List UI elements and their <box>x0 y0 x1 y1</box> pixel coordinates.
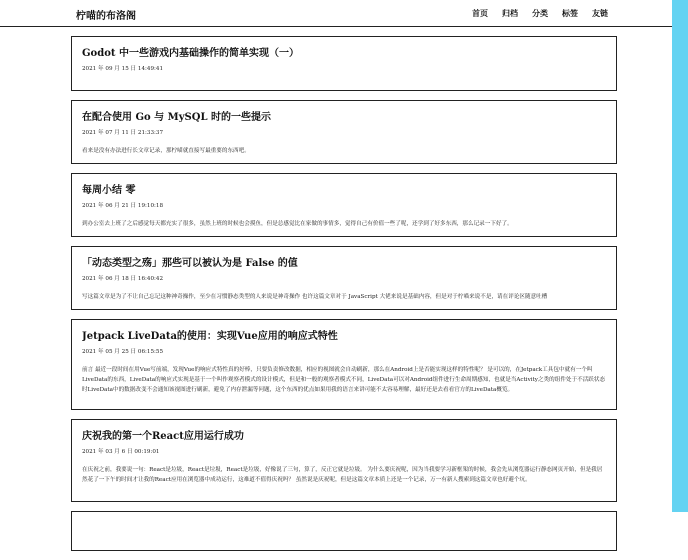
nav-home[interactable]: 首页 <box>472 8 488 18</box>
post-date: 2021 年 09 月 15 日 14:49:41 <box>82 66 164 72</box>
post-card[interactable] <box>71 246 617 310</box>
post-excerpt: 看来是没有办法进行长文章记录，那柠喵就直接写最重要的东西吧。 <box>82 148 250 154</box>
post-title[interactable]: 每周小结 零 <box>82 185 136 196</box>
post-card[interactable] <box>71 36 617 91</box>
post-title[interactable]: Jetpack LiveData的使用：实现Vue应用的响应式特性 <box>82 331 338 342</box>
post-title[interactable]: 「动态类型之殇」那些可以被认为是 False 的值 <box>82 258 298 269</box>
nav-friends[interactable]: 友链 <box>592 8 608 18</box>
nav-tags[interactable]: 标签 <box>562 8 578 18</box>
post-excerpt: 在庆祝之前，我要说一句：React是垃圾，React是垃圾，React是垃圾，好像说了三句，算了，反正它就是垃圾。 为什么要庆祝呢，因为当我要学习新框架的时候，我会先从浏览器运行静态网页开始，但是我居然花了一下午的时间才让我的React应用在浏览器中成功运行，这难道不值得庆祝吗？ 虽然说是庆祝呢，但是这篇文章本质上还是一个记录，万一有新人搜索到这篇文章也好避个坑。 <box>82 467 603 483</box>
post-card[interactable] <box>71 319 617 410</box>
post-excerpt: 前言 最近一段时间在用Vue写前端，发现Vue的响应式特性真的好棒，只要负责修改数据，相应的视图就会自动刷新，那么在Android上是否能实现这样的特性呢？ 是可以的，在Jetpack工具包中就有一个叫LiveData的东西，LiveData的响应式实现是基于一个叫作观察者模式的设计模式，但是和一般的观察者模式不同，LiveData可以对Android组件进行生命周期感知，也就是当Activity之类的组件处于不活跃状态时LiveData中的数据改变不会通知该视图进行刷新，避免了内存泄漏等问题，这个东西的优点如果用我的语言来讲可能不太容易理解，最好还是去看看官方的LiveData概览。 <box>82 367 606 393</box>
post-excerpt: 到办公室去上班了之后感觉每天都充实了很多，虽然上班的时候也会摸鱼，但是总感觉比在家做的事情多，觉得自己有价值一些了呢，还学到了好多东西，那么记录一下好了。 <box>82 221 513 227</box>
post-date: 2021 年 05 月 25 日 06:15:55 <box>82 349 164 355</box>
nav-archive[interactable]: 归档 <box>502 8 518 18</box>
nav-bar <box>472 8 608 19</box>
post-title[interactable]: 庆祝我的第一个React应用运行成功 <box>82 431 244 442</box>
post-date: 2021 年 07 月 11 日 21:33:37 <box>82 130 164 136</box>
post-title[interactable]: Godot 中一些游戏内基础操作的简单实现（一） <box>82 48 299 59</box>
post-date: 2021 年 06 月 21 日 19:10:18 <box>82 203 164 209</box>
post-date: 2021 年 03 月 6 日 00:19:01 <box>82 449 160 455</box>
nav-categories[interactable]: 分类 <box>532 8 548 18</box>
site-header <box>0 0 672 27</box>
post-card[interactable] <box>71 419 617 502</box>
post-list <box>71 36 617 560</box>
post-card[interactable] <box>71 511 617 551</box>
site-title[interactable]: 柠喵的布洛阁 <box>76 11 136 22</box>
post-card[interactable] <box>71 100 617 164</box>
post-title[interactable]: 在配合使用 Go 与 MySQL 时的一些提示 <box>82 112 271 123</box>
post-excerpt: 写这篇文章是为了不让自己忘记这种神奇操作，至少在习惯静态类型的人来说是神奇操作 也许这篇文章对于 JavaScript 大佬来说是基础内容，但是对于柠喵来说不是，请在评论区随意吐槽 <box>82 294 548 300</box>
post-date: 2021 年 06 月 18 日 16:40:42 <box>82 276 164 282</box>
post-card[interactable] <box>71 173 617 237</box>
right-edge-bar <box>672 0 688 512</box>
